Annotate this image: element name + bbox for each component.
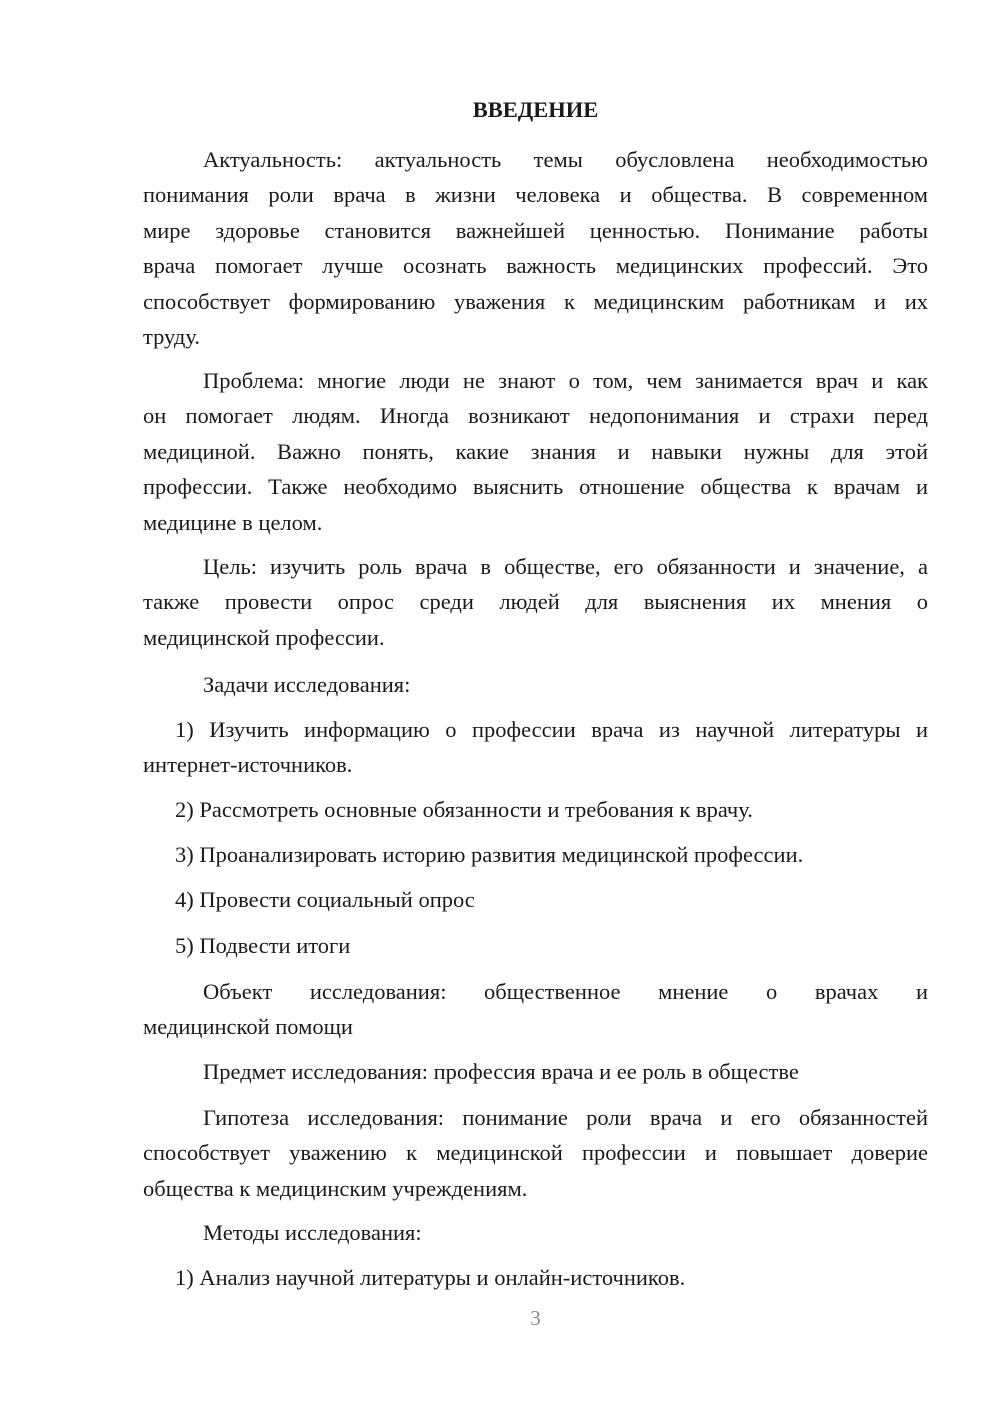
text-line: Предмет исследования: профессия врача и ее роль в обществе bbox=[203, 1059, 799, 1084]
text-line: 1) Анализ научной литературы и онлайн-источников. bbox=[175, 1265, 686, 1290]
text-line: Методы исследования: bbox=[203, 1220, 422, 1245]
text-line: врача помогает лучше осознать важность медицинских профессий. Это bbox=[143, 253, 928, 279]
text-line: понимания роли врача в жизни человека и общества. В современном bbox=[143, 182, 928, 208]
text-line: медициной. Важно понять, какие знания и навыки нужны для этой bbox=[143, 438, 928, 464]
paragraph-relevance bbox=[143, 142, 928, 354]
paragraph-object bbox=[143, 974, 928, 1045]
task-item-3 bbox=[143, 837, 928, 872]
text-line: 3) Проанализировать историю развития медицинской профессии. bbox=[175, 842, 804, 867]
text-line: Гипотеза исследования: понимание роли врача и его обязанностей bbox=[203, 1105, 928, 1130]
text-line: также провести опрос среди людей для выяснения их мнения о bbox=[143, 589, 928, 615]
text-line: 4) Провести социальный опрос bbox=[175, 887, 475, 912]
text-line: мире здоровье становится важнейшей ценностью. Понимание работы bbox=[143, 217, 928, 243]
text-line: труду. bbox=[143, 323, 200, 349]
text-line: Объект исследования: общественное мнение о врачах и bbox=[203, 979, 928, 1004]
task-item-5 bbox=[143, 928, 928, 963]
text-line: медицинской помощи bbox=[143, 1014, 353, 1040]
text-line: Задачи исследования: bbox=[203, 672, 411, 697]
text-line: общества к медицинским учреждениям. bbox=[143, 1175, 528, 1201]
paragraph-subject bbox=[143, 1054, 928, 1089]
text-line: он помогает людям. Иногда возникают недопонимания и страхи перед bbox=[143, 403, 928, 429]
tasks-title bbox=[143, 667, 928, 702]
text-line: 2) Рассмотреть основные обязанности и требования к врачу. bbox=[175, 797, 753, 822]
text-line: способствует уважению к медицинской профессии и повышает доверие bbox=[143, 1140, 928, 1166]
task-item-1 bbox=[143, 712, 928, 783]
text-line: медицине в целом. bbox=[143, 509, 323, 535]
page-number: 3 bbox=[530, 1306, 541, 1330]
paragraph-problem bbox=[143, 363, 928, 540]
text-line: медицинской профессии. bbox=[143, 624, 385, 650]
text-line: Цель: изучить роль врача в обществе, его обязанности и значение, а bbox=[203, 554, 928, 579]
text-line: 1) Изучить информацию о профессии врача из научной литературы и bbox=[175, 717, 928, 742]
paragraph-hypothesis bbox=[143, 1100, 928, 1206]
text-line: интернет-источников. bbox=[143, 752, 353, 778]
methods-title bbox=[143, 1215, 928, 1250]
section-heading: ВВЕДЕНИЕ bbox=[472, 97, 599, 122]
text-line: Проблема: многие люди не знают о том, чем занимается врач и как bbox=[203, 368, 928, 393]
text-line: 5) Подвести итоги bbox=[175, 933, 351, 958]
text-line: профессии. Также необходимо выяснить отношение общества к врачам и bbox=[143, 474, 928, 500]
text-line: способствует формированию уважения к медицинским работникам и их bbox=[143, 288, 928, 314]
method-item-1 bbox=[143, 1260, 928, 1295]
paragraph-goal bbox=[143, 549, 928, 655]
task-item-2 bbox=[143, 792, 928, 827]
task-item-4 bbox=[143, 882, 928, 917]
text-line: Актуальность: актуальность темы обусловлена необходимостью bbox=[203, 147, 928, 172]
